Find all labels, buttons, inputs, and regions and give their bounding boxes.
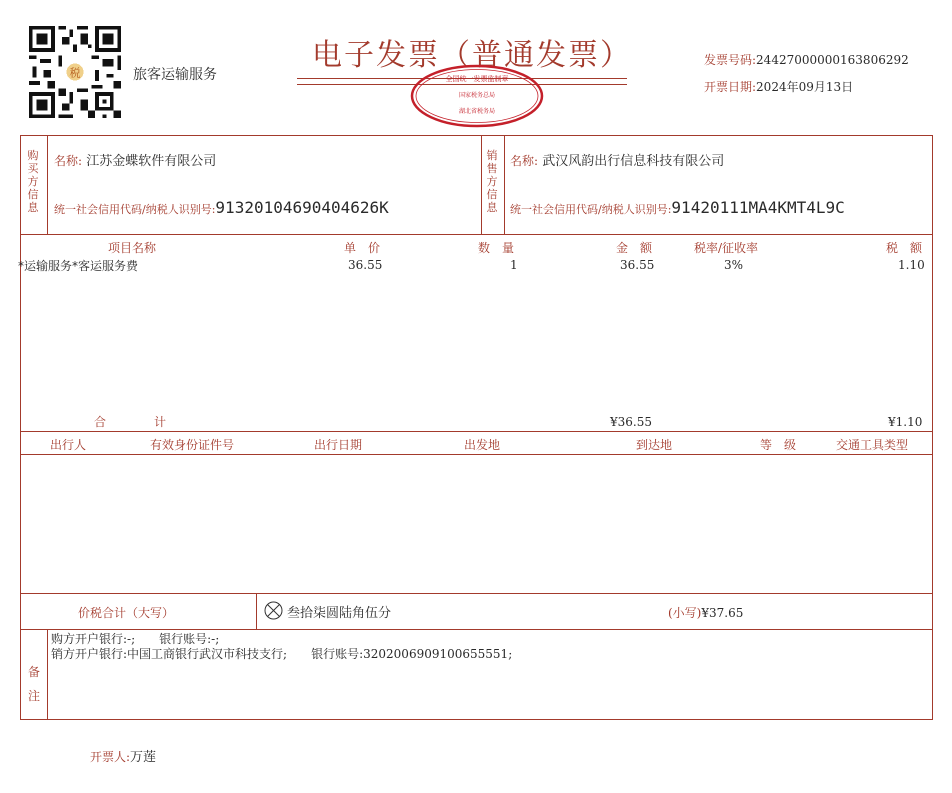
grand-total-small-value: ¥37.65	[701, 606, 744, 620]
travel-col-from: 出发地	[464, 438, 501, 452]
total-tax: ¥1.10	[888, 415, 923, 429]
col-amount: 金 额	[616, 241, 653, 255]
buyer-taxid-row	[54, 198, 389, 217]
qr-code	[28, 26, 122, 118]
remarks-label: 备注	[27, 665, 40, 703]
travel-col-vehicle: 交通工具类型	[836, 438, 909, 452]
remarks-line-2: 销方开户银行:中国工商银行武汉市科技支行; 银行账号:3202006909100655551;	[51, 647, 513, 661]
col-item-name: 项目名称	[108, 241, 157, 255]
travel-col-id: 有效身份证件号	[150, 438, 235, 452]
grand-total-small-row	[668, 604, 743, 621]
item-name: *运输服务*客运服务费	[18, 259, 139, 273]
issuer-row	[90, 746, 156, 765]
seller-side-label: 销售方信息	[486, 149, 498, 214]
stamp-text-top: 全国统一发票监制章	[445, 75, 509, 83]
item-tax-rate: 3%	[724, 258, 744, 272]
seller-taxid-label: 统一社会信用代码/纳税人识别号:	[510, 203, 672, 216]
col-unit-price: 单 价	[344, 241, 381, 255]
buyer-name: 江苏金蝶软件有限公司	[86, 154, 217, 169]
col-tax-rate: 税率/征收率	[694, 241, 759, 255]
service-type: 旅客运输服务	[133, 67, 217, 83]
travel-col-date: 出行日期	[314, 438, 363, 452]
cross-circle-icon	[264, 601, 283, 620]
issuer-label: 开票人:	[90, 750, 131, 764]
travel-col-traveler: 出行人	[50, 438, 87, 452]
item-amount: 36.55	[620, 258, 655, 272]
item-tax: 1.10	[898, 258, 925, 272]
stamp-text-bottom: 湖北省税务局	[458, 108, 496, 115]
seller-name-row	[510, 150, 724, 169]
official-stamp	[409, 64, 545, 128]
seller-name-label: 名称:	[510, 154, 539, 168]
qr-tax-char: 税	[69, 66, 81, 80]
buyer-name-row	[54, 150, 216, 169]
item-unit-price: 36.55	[348, 258, 383, 272]
invoice-number-row	[704, 51, 909, 68]
issue-date-label: 开票日期:	[704, 80, 757, 94]
invoice-number-label: 发票号码:	[704, 53, 757, 67]
buyer-taxid-label: 统一社会信用代码/纳税人识别号:	[54, 203, 216, 216]
remarks-line-1: 购方开户银行:-; 银行账号:-;	[51, 632, 220, 646]
travel-col-class: 等 级	[760, 438, 797, 452]
stamp-text-mid: 国家税务总局	[458, 92, 496, 99]
invoice-number: 24427000000163806292	[756, 53, 909, 67]
col-tax: 税 额	[886, 241, 923, 255]
total-label: 合 计	[94, 415, 167, 429]
issuer-name: 万莲	[130, 750, 157, 765]
buyer-side-label: 购买方信息	[27, 149, 39, 214]
buyer-name-label: 名称:	[54, 154, 83, 168]
seller-taxid-row	[510, 198, 845, 217]
grand-total-label: 价税合计（大写）	[78, 606, 175, 620]
col-qty: 数 量	[478, 241, 515, 255]
item-qty: 1	[510, 258, 518, 272]
grand-total-words: 叁拾柒圆陆角伍分	[287, 606, 392, 621]
issue-date: 2024年09月13日	[756, 80, 854, 94]
issue-date-row	[704, 78, 853, 95]
seller-taxid: 91420111MA4KMT4L9C	[671, 198, 845, 217]
buyer-taxid: 91320104690404626K	[215, 198, 389, 217]
total-amount: ¥36.55	[610, 415, 652, 429]
travel-col-to: 到达地	[636, 438, 673, 452]
seller-name: 武汉风韵出行信息科技有限公司	[542, 154, 725, 169]
grand-total-small-label: (小写)	[668, 606, 702, 620]
invoice-title: 电子发票（普通发票）	[312, 38, 632, 73]
